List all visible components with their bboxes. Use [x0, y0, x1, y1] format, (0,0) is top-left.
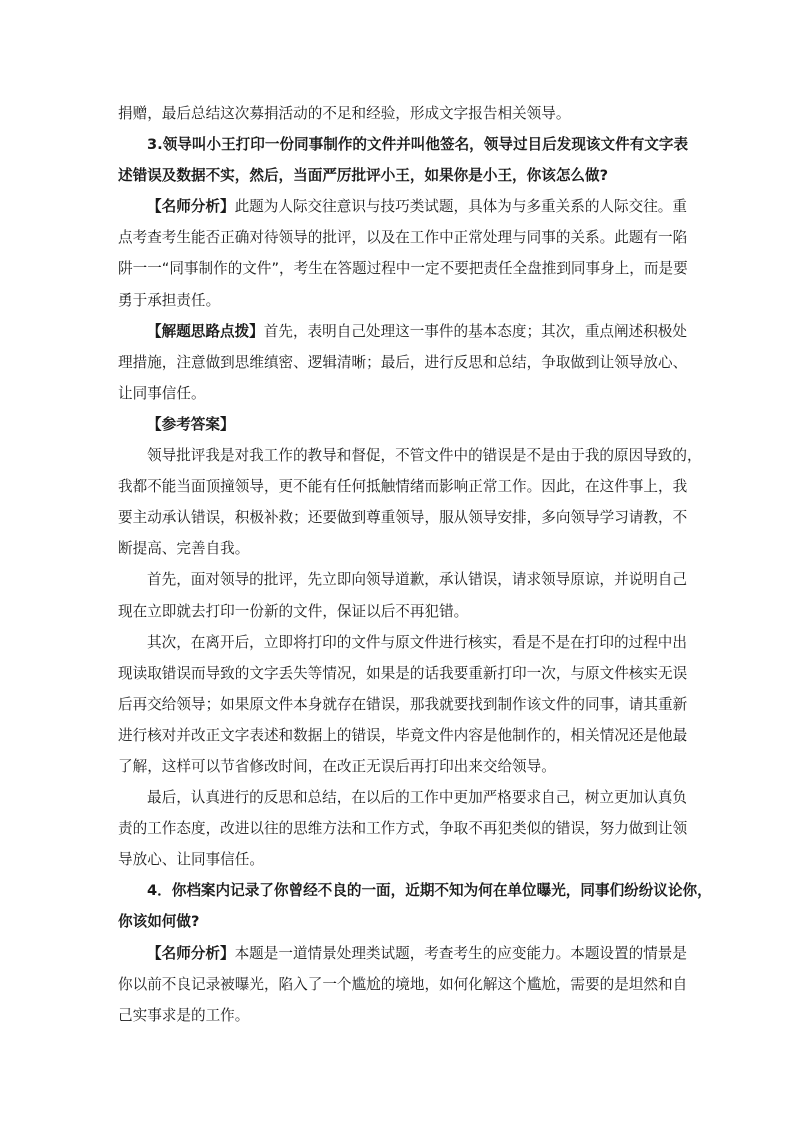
text-line	[118, 906, 678, 937]
text-line	[118, 253, 688, 284]
section-label: 【名师分析】	[147, 944, 235, 962]
text-line	[118, 969, 688, 1000]
line-text: 了解，这样可以节省修改时间，在改正无误后再打印出来交给领导。	[118, 757, 556, 775]
line-text: 理措施，注意做到思维缜密、逻辑清晰；最后，进行反思和总结，争取做到让领导放心、	[118, 353, 688, 371]
line-text: 3.领导叫小王打印一份同事制作的文件并叫他签名，领导过目后发现该文件有文字表	[147, 136, 689, 154]
text-line	[118, 689, 688, 720]
text-line	[118, 751, 678, 782]
line-text: 捐赠，最后总结这次募捐活动的不足和经验，形成文字报告相关领导。	[118, 105, 571, 122]
text-line	[118, 813, 688, 844]
line-text: 此题为人际交往意识与技巧类试题，具体为与多重关系的人际交往。重	[234, 198, 687, 216]
line-text: 领导批评我是对我工作的教导和督促，不管文件中的错误是不是由于我的原因导致的，	[147, 447, 702, 465]
text-line	[118, 409, 678, 440]
text-line	[118, 782, 687, 813]
line-text: 现读取错误而导致的文字丢失等情况，如果是的话我要重新打印一次，与原文件核实无误	[118, 664, 688, 682]
line-text: 你以前不良记录被曝光，陷入了一个尴尬的境地，如何化解这个尴尬，需要的是坦然和自	[118, 975, 688, 993]
line-text: 述错误及数据不实，然后，当面严厉批评小王，如果你是小王，你该怎么做?	[118, 167, 609, 185]
line-text: 阱一一“同事制作的文件”，考生在答题过程中一定不要把责任全盘推到同事身上，而是要	[118, 260, 688, 278]
line-text: 首先，表明自己处理这一事件的基本态度；其次，重点阐述积极处	[263, 322, 687, 340]
text-line	[118, 844, 678, 875]
text-line	[118, 160, 678, 191]
text-line	[118, 440, 702, 471]
line-text: 本题是一道情景处理类试题，考查考生的应变能力。本题设置的情景是	[234, 944, 687, 962]
line-text: 断提高、完善自我。	[118, 540, 250, 558]
text-line	[118, 533, 678, 564]
line-text: 导放心、让同事信任。	[118, 851, 264, 869]
text-line	[118, 191, 687, 222]
text-line	[118, 285, 678, 316]
text-line	[118, 720, 688, 751]
text-line	[118, 347, 688, 378]
text-line	[118, 938, 687, 969]
line-text: 己实事求是的工作。	[118, 1006, 250, 1024]
line-text: 最后，认真进行的反思和总结，在以后的工作中更加严格要求自己，树立更加认真负	[147, 789, 687, 807]
text-line	[118, 564, 687, 595]
text-line	[118, 129, 689, 160]
line-text: 我都不能当面顶撞领导，更不能有任何抵触情绪而影响正常工作。因此，在这件事上，我	[118, 478, 688, 496]
text-line	[118, 378, 678, 409]
line-text: 勇于承担责任。	[118, 291, 221, 309]
line-text: 点考查考生能否正确对待领导的批评，以及在工作中正常处理与同事的关系。此题有一陷	[118, 229, 688, 247]
line-text: 现在立即就去打印一份新的文件，保证以后不再犯错。	[118, 602, 469, 620]
section-label: 【解题思路点拨】	[147, 322, 264, 340]
line-text: 让同事信任。	[118, 384, 206, 402]
section-label: 【名师分析】	[147, 198, 235, 216]
text-line	[118, 596, 678, 627]
line-text: 其次，在离开后，立即将打印的文件与原文件进行核实，看是不是在打印的过程中出	[147, 633, 687, 651]
text-line	[118, 222, 688, 253]
line-text: 后再交给领导；如果原文件本身就存在错误，那我就要找到制作该文件的同事，请其重新	[118, 695, 688, 713]
line-text: 进行核对并改正文字表述和数据上的错误，毕竟文件内容是他制作的，相关情况还是他最	[118, 726, 688, 744]
text-line	[118, 316, 687, 347]
line-text: 责的工作态度，改进以往的思维方法和工作方式，争取不再犯类似的错误，努力做到让领	[118, 820, 688, 838]
text-line	[118, 627, 687, 658]
line-text: 首先，面对领导的批评，先立即向领导道歉，承认错误，请求领导原谅，并说明自己	[147, 571, 687, 589]
section-label: 【参考答案】	[147, 415, 235, 433]
line-text: 4．你档案内记录了你曾经不良的一面，近期不知为何在单位曝光，同事们纷纷议论你，	[147, 882, 712, 900]
text-line	[118, 98, 678, 129]
text-line	[118, 658, 688, 689]
document-page	[118, 98, 712, 1031]
text-line	[118, 1000, 678, 1031]
line-text: 要主动承认错误，积极补救；还要做到尊重领导，服从领导安排，多向领导学习请教，不	[118, 509, 688, 527]
text-line	[118, 502, 688, 533]
text-line	[118, 875, 712, 906]
line-text: 你该如何做?	[118, 913, 200, 931]
text-line	[118, 471, 688, 502]
